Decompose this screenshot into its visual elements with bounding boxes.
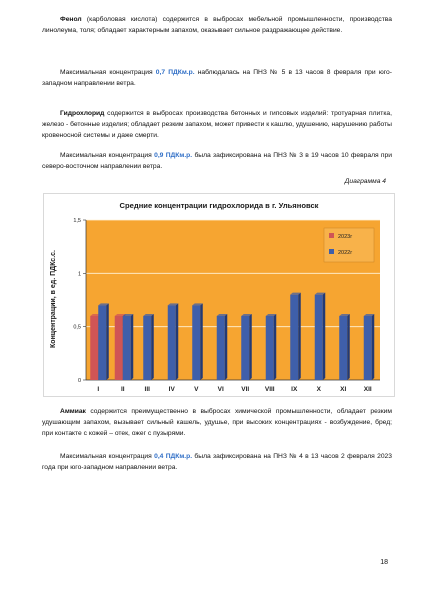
substance-name: Аммиак	[60, 408, 86, 415]
x-tick-label: VIII	[264, 386, 275, 393]
x-tick-label: V	[194, 386, 199, 393]
bar-2022	[241, 316, 249, 380]
substance-name: Гидрохлорид	[60, 110, 105, 117]
x-tick-label: IV	[168, 386, 175, 393]
paragraph-hydrochloride-max	[42, 150, 392, 172]
bar-2022	[168, 305, 176, 380]
bar-2022	[364, 316, 372, 380]
max-concentration-value: 0,4 ПДКм.р.	[154, 453, 193, 460]
bar-2022	[143, 316, 151, 380]
bar-side	[298, 293, 301, 380]
paragraph-text: содержится в выбросах производства бетонных и гипсовых изделий: тротуарная плитка, железо - бетонные изделия; обладает резким запахом, может привести к кашлю, удушению, нарушению работы кровеносной системы и даже смерти.	[42, 110, 392, 139]
x-tick-label: IX	[291, 386, 298, 393]
x-tick-label: X	[316, 386, 321, 393]
bar-side	[176, 303, 179, 380]
x-tick-label: XII	[363, 386, 372, 393]
legend-label: 2023г	[338, 234, 353, 240]
bar-2023	[90, 316, 98, 380]
bar-side	[225, 314, 228, 380]
chart-title: Средние концентрации гидрохлорида в г. Ульяновск	[119, 201, 319, 210]
chart-figure	[43, 193, 395, 397]
y-tick-label: 1	[77, 271, 81, 278]
paragraph-text: была зафиксирована на ПНЗ № 3 в 19 часов 10 февраля при северо-восточном направлении ветра.	[42, 152, 393, 170]
paragraph-text: содержится преимущественно в выбросах химической промышленности, обладает резким удушающим запахом, вызывает сильный кашель, удушье, при высоких концентрациях - возбуждение, бред; при контакте с кожей – отек, ожег с пузырями.	[42, 408, 392, 437]
paragraph-phenol-max	[42, 67, 392, 89]
bar-2022	[266, 316, 274, 380]
bar-side	[372, 314, 375, 380]
page-number: 18	[380, 559, 388, 566]
legend-swatch	[329, 249, 334, 254]
max-concentration-value: 0,9 ПДКм.р.	[154, 152, 193, 159]
x-tick-label: VII	[241, 386, 250, 393]
bar-2022	[339, 316, 347, 380]
substance-name: Фенол	[60, 16, 82, 23]
legend-swatch	[329, 233, 334, 238]
y-tick-label: 0	[77, 378, 81, 384]
bar-side	[249, 314, 252, 380]
paragraph-text: наблюдалась на ПНЗ № 5 в 13 часов 8 февраля при юго-западном направлении ветра.	[42, 69, 393, 87]
bar-2022	[98, 305, 106, 380]
bar-side	[200, 303, 203, 380]
paragraph-hydrochloride	[42, 108, 392, 141]
x-tick-label: III	[144, 386, 150, 393]
bar-chart	[44, 194, 394, 396]
bar-side	[323, 293, 326, 380]
paragraph-text: Максимальная концентрация	[60, 69, 156, 76]
bar-side	[274, 314, 277, 380]
x-tick-label: I	[97, 386, 100, 393]
paragraph-text: (карболовая кислота) содержится в выбросах мебельной промышленности, производства линолеума, толя; обладает характерным запахом, оказывает сильное раздражающее действие.	[42, 16, 392, 34]
y-tick-label: 1,5	[73, 218, 81, 224]
bar-side	[347, 314, 350, 380]
y-tick-label: 0,5	[73, 324, 81, 331]
bar-2022	[217, 316, 225, 380]
y-axis-label: Концентрации, в ед. ПДКс.с.	[50, 250, 57, 348]
paragraph-ammonia-max	[42, 451, 392, 473]
bar-2022	[290, 295, 298, 380]
paragraph-ammonia	[42, 406, 392, 439]
bar-side	[106, 303, 109, 380]
bar-2022	[123, 316, 131, 380]
paragraph-text: Максимальная концентрация	[60, 152, 155, 159]
bar-2022	[315, 295, 323, 380]
x-tick-label: XI	[340, 386, 347, 393]
legend-label: 2022г	[338, 250, 353, 256]
paragraph-text: Максимальная концентрация	[60, 453, 155, 460]
bar-2023	[115, 316, 123, 380]
x-tick-label: II	[120, 386, 125, 393]
bar-side	[131, 314, 134, 380]
bar-2022	[192, 305, 200, 380]
paragraph-text: была зафиксирована на ПНЗ № 4 в 13 часов 2 февраля 2023 года при юго-западном направлении ветра.	[42, 453, 392, 471]
bar-side	[151, 314, 154, 380]
diagram-label: Диаграмма 4	[344, 178, 386, 185]
paragraph-phenol	[42, 14, 392, 36]
x-tick-label: VI	[217, 386, 224, 393]
max-concentration-value: 0,7 ПДКм.р.	[155, 69, 195, 76]
